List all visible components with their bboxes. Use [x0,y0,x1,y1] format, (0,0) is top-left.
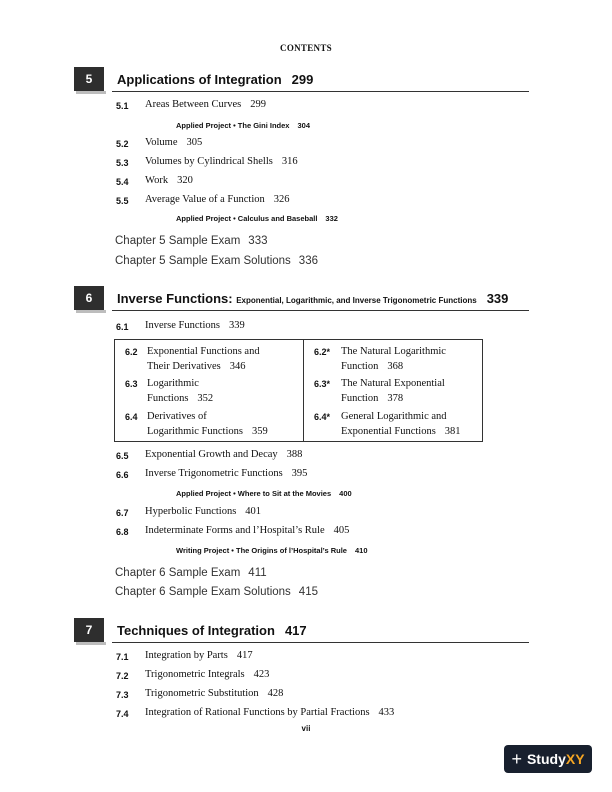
exam-title: Chapter 6 Sample Exam Solutions [115,586,291,598]
toc-entry[interactable] [145,320,245,331]
grid-entry[interactable] [341,376,445,406]
toc-entry[interactable] [145,468,307,479]
grid-page: 378 [387,393,404,404]
chapter-5-number-box: 5 [74,67,104,91]
chapter-7-title: Techniques of Integration [117,623,275,638]
chapter-5-title-line[interactable] [117,72,313,87]
chapter-6-subtitle: Exponential, Logarithmic, and Inverse Trigonometric Functions [236,296,477,305]
grid-section-number: 6.3* [314,379,331,389]
alternate-sections-table [114,339,483,442]
grid-title-line2: Their Derivatives [147,361,221,372]
section-number: 6.8 [116,527,129,537]
grid-page: 359 [251,426,268,437]
section-title: Volumes by Cylindrical Shells [145,156,273,167]
project-entry[interactable] [176,489,352,498]
grid-section-number: 6.2* [314,347,331,357]
section-page: 401 [245,506,262,517]
toc-entry[interactable] [145,449,302,460]
toc-entry[interactable] [145,688,283,699]
project-page: 400 [339,489,352,498]
section-page: 316 [281,156,298,167]
section-number: 5.1 [116,101,129,111]
section-title: Indeterminate Forms and l’Hospital’s Rule [145,525,325,536]
project-title: Applied Project • The Gini Index [176,121,290,130]
grid-page: 368 [387,361,404,372]
grid-title-line2: Exponential Functions [341,426,436,437]
section-title: Integration by Parts [145,650,228,661]
grid-title-line2: Functions [147,393,189,404]
grid-section-number: 6.4 [125,412,138,422]
chapter-6-number-box: 6 [74,286,104,310]
grid-page: 352 [197,393,214,404]
exam-page: 415 [298,586,318,598]
grid-page: 346 [229,361,246,372]
project-entry[interactable] [176,121,310,130]
section-title: Exponential Growth and Decay [145,449,278,460]
toc-entry[interactable] [145,156,298,167]
logo-text: Study [526,751,566,767]
grid-entry[interactable] [147,409,268,439]
toc-entry[interactable] [145,175,193,186]
section-number: 6.1 [116,322,129,332]
exam-entry[interactable] [115,255,318,267]
grid-section-number: 6.2 [125,347,138,357]
project-title: Applied Project • Calculus and Baseball [176,214,318,223]
section-page: 320 [177,175,193,186]
grid-title-line1: Exponential Functions and [147,346,260,357]
chapter-5-page: 299 [291,72,314,87]
grid-title-line1: General Logarithmic and [341,411,447,422]
toc-entry[interactable] [145,194,290,205]
section-number: 7.2 [116,671,129,681]
project-entry[interactable] [176,546,368,555]
grid-page: 381 [444,426,461,437]
grid-title-line2: Logarithmic Functions [147,426,243,437]
section-title: Inverse Trigonometric Functions [145,468,283,479]
section-title: Integration of Rational Functions by Partial Fractions [145,707,370,718]
exam-page: 336 [298,255,318,267]
section-page: 433 [378,707,395,718]
section-number: 7.3 [116,690,129,700]
exam-page: 411 [248,567,267,579]
section-page: 299 [250,99,266,110]
chapter-6-rule [112,310,529,311]
grid-section-number: 6.4* [314,412,331,422]
chapter-5-title: Applications of Integration [117,72,282,87]
section-number: 7.1 [116,652,129,662]
section-number: 7.4 [116,709,129,719]
grid-title-line1: The Natural Exponential [341,378,445,389]
chapter-5-rule [112,91,529,92]
grid-entry[interactable] [341,344,446,374]
toc-entry[interactable] [145,506,261,517]
plus-icon: + [511,748,522,769]
section-title: Volume [145,137,178,148]
section-title: Inverse Functions [145,320,220,331]
exam-title: Chapter 5 Sample Exam Solutions [115,255,291,267]
section-page: 326 [273,194,290,205]
toc-entry[interactable] [145,137,202,148]
chapter-6-title-line[interactable] [117,291,508,306]
toc-entry[interactable] [145,669,269,680]
grid-entry[interactable] [147,376,213,406]
chapter-7-title-line[interactable] [117,623,307,638]
section-page: 339 [228,320,245,331]
project-entry[interactable] [176,214,338,223]
project-title: Applied Project • Where to Sit at the Movies [176,489,332,498]
chapter-7-rule [112,642,529,643]
chapter-7-number-box: 7 [74,618,104,642]
section-number: 5.2 [116,139,129,149]
grid-title-line1: The Natural Logarithmic [341,346,446,357]
toc-entry[interactable] [145,99,266,110]
grid-title-line1: Logarithmic [147,378,199,389]
exam-title: Chapter 5 Sample Exam [115,235,241,247]
chapter-7-page: 417 [284,623,307,638]
exam-page: 333 [248,235,268,247]
toc-entry[interactable] [145,707,394,718]
chapter-6-page: 339 [486,291,509,306]
section-number: 5.3 [116,158,129,168]
section-page: 405 [333,525,350,536]
page-header: CONTENTS [280,43,332,53]
logo-text-accent: XY [565,751,585,767]
grid-title-line1: Derivatives of [147,411,207,422]
section-page: 423 [253,669,270,680]
table-divider [303,340,304,441]
section-title: Hyperbolic Functions [145,506,237,517]
project-page: 304 [297,121,310,130]
exam-entry[interactable] [115,235,267,247]
section-page: 395 [291,468,308,479]
section-number: 5.5 [116,196,129,206]
page-number: vii [301,724,311,733]
section-page: 417 [236,650,253,661]
grid-entry[interactable] [341,409,461,439]
section-title: Trigonometric Integrals [145,669,245,680]
chapter-6-title: Inverse Functions: [117,291,233,306]
section-number: 6.6 [116,470,129,480]
section-page: 305 [186,137,203,148]
exam-title: Chapter 6 Sample Exam [115,567,241,579]
grid-title-line2: Function [341,393,379,404]
studyxy-logo[interactable] [504,745,592,773]
grid-title-line2: Function [341,361,379,372]
section-page: 388 [286,449,303,460]
toc-entry[interactable] [145,525,349,536]
toc-entry[interactable] [145,650,253,661]
section-title: Work [145,175,169,186]
exam-entry[interactable] [115,567,267,579]
grid-entry[interactable] [147,344,260,374]
section-title: Trigonometric Substitution [145,688,259,699]
section-title: Areas Between Curves [145,99,242,110]
section-title: Average Value of a Function [145,194,265,205]
project-page: 410 [354,546,368,555]
section-number: 6.5 [116,451,129,461]
project-title: Writing Project • The Origins of l’Hospital’s Rule [176,546,347,555]
project-page: 332 [325,214,338,223]
section-page: 428 [267,688,284,699]
section-number: 6.7 [116,508,129,518]
section-number: 5.4 [116,177,129,187]
grid-section-number: 6.3 [125,379,138,389]
exam-entry[interactable] [115,586,318,598]
